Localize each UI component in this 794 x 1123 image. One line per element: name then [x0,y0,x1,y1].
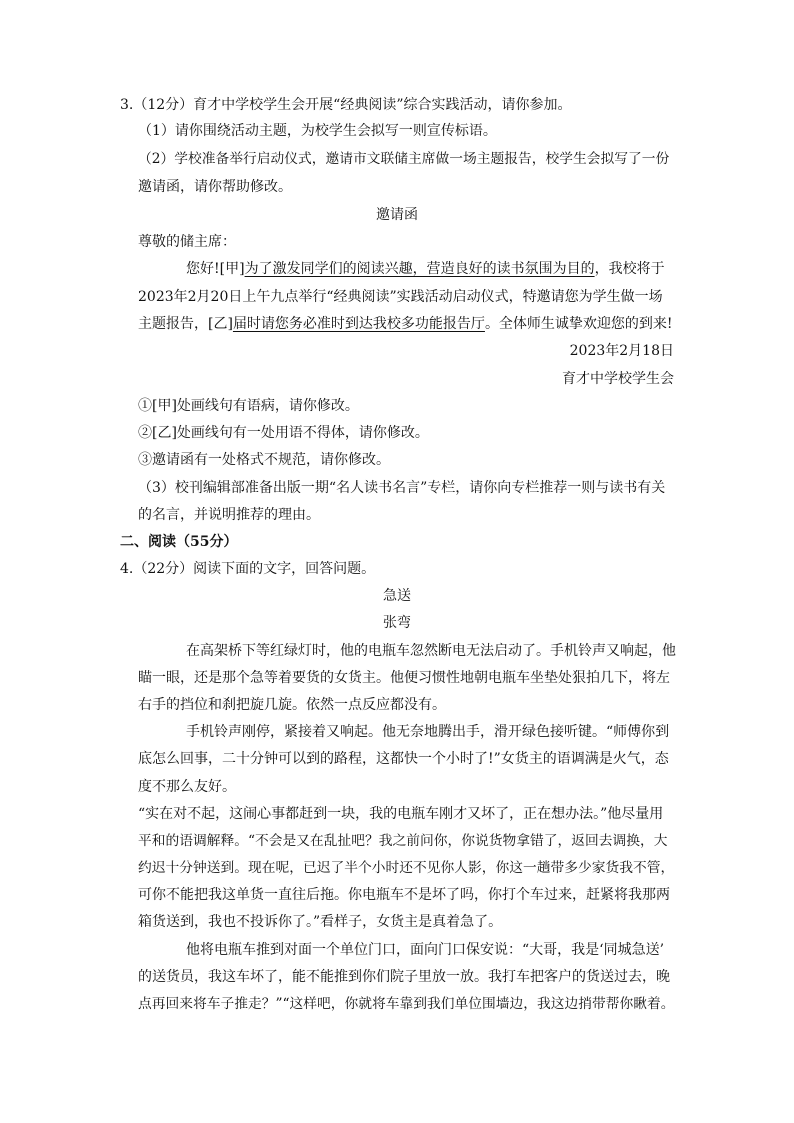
letter-title: 邀请函 [376,207,418,223]
sub-question-1: ①[甲]处画线句有语病，请你修改。 [138,398,359,414]
story-line: 的送货员，我这车坏了，能不能推到你们院子里放一放。我打车把客户的货送过去，晚 [138,969,670,985]
letter-line-1 [186,259,665,279]
story-line: 点再回来将车子推走？”“这样吧，你就将车靠到我们单位围墙边，我这边捎带帮你瞅着。 [138,996,675,1012]
letter-line-3-head: 主题报告， [138,316,208,332]
q3-part-2-line-2: 邀请函，请你帮助修改。 [138,179,292,195]
story-line: 他将电瓶车推到对面一个单位门口，面向门口保安说：“大哥，我是‘同城急送’ [186,942,665,958]
letter-line-3 [138,314,673,334]
story-line: 瞄一眼，还是那个急等着要货的女货主。他便习惯性地朝电瓶车坐垫处狠拍几下，将左 [138,670,670,686]
story-line: 箱货送到，我也不投诉你了。”看样子，女货主是真着急了。 [138,914,503,930]
question-4-heading: 4.（22分）阅读下面的文字，回答问题。 [120,561,376,577]
story-line: 底怎么回事，二十分钟可以到的路程，这都快一个小时了!”女货主的语调满是火气，态 [138,751,669,767]
letter-line-3-tail: 。全体师生诚挚欢迎您的到来! [484,316,673,332]
story-line: 可你不能把我这单货一直往后拖。你电瓶车不是坏了吗，你打个车过来，赶紧将我那两 [138,887,670,903]
underlined-sentence-yi: 届时请您务必准时到达我校多功能报告厅 [232,316,485,332]
story-line: 手机铃声刚停，紧接着又响起。他无奈地腾出手，滑开绿色接听键。“师傅你到 [186,724,670,740]
letter-date: 2023年2月18日 [569,343,674,359]
sub-question-2: ②[乙]处画线句有一处用语不得体，请你修改。 [138,425,429,441]
story-line: 度不那么友好。 [138,779,236,795]
q3-part-3-line-2: 的名言，并说明推荐的理由。 [138,507,320,523]
mark-jia: [甲] [219,261,245,277]
story-line: 在高架桥下等红绿灯时，他的电瓶车忽然断电无法启动了。手机铃声又响起，他 [186,643,676,659]
mark-yi: [乙] [208,316,233,332]
story-line: “实在对不起，这闹心事都赶到一块，我的电瓶车刚才又坏了，正在想办法。”他尽量用 [138,806,664,822]
section-2-heading: 二、阅读（55分） [120,534,238,550]
question-3-heading: 3.（12分）育才中学校学生会开展“经典阅读”综合实践活动，请你参加。 [120,97,572,113]
q3-part-2-line-1: （2）学校准备举行启动仪式，邀请市文联储主席做一场主题报告，校学生会拟写了一份 [138,151,670,167]
sub-question-3: ③邀请函有一处格式不规范，请你修改。 [138,452,390,468]
underlined-sentence-jia: 为了激发同学们的阅读兴趣，营造良好的读书氛围为目的 [244,261,595,277]
story-title: 急送 [383,588,411,604]
letter-line-1-tail: ，我校将于 [594,261,665,277]
story-line: 平和的语调解释。“不会是又在乱扯吧？我之前问你，你说货物拿错了，返回去调换，大 [138,833,668,849]
story-line: 约迟十分钟送到。现在呢，已迟了半个小时还不见你人影，你这一趟带多少家货我不管， [138,860,675,876]
story-line: 右手的挡位和刹把旋几旋。依然一点反应都没有。 [138,697,446,713]
q3-part-3-line-1: （3）校刊编辑部准备出版一期“名人读书名言”专栏，请你向专栏推荐一则与读书有关 [138,480,666,496]
q3-part-1: （1）请你围绕活动主题，为校学生会拟写一则宣传标语。 [138,123,497,139]
letter-signature: 育才中学校学生会 [562,371,674,387]
letter-salutation: 尊敬的储主席： [138,234,236,250]
story-author: 张弯 [383,615,411,631]
letter-line-2: 2023年2月20日上午九点举行“经典阅读”实践活动启动仪式，特邀请您为学生做一场 [138,289,663,305]
letter-greeting: 您好! [186,261,220,277]
